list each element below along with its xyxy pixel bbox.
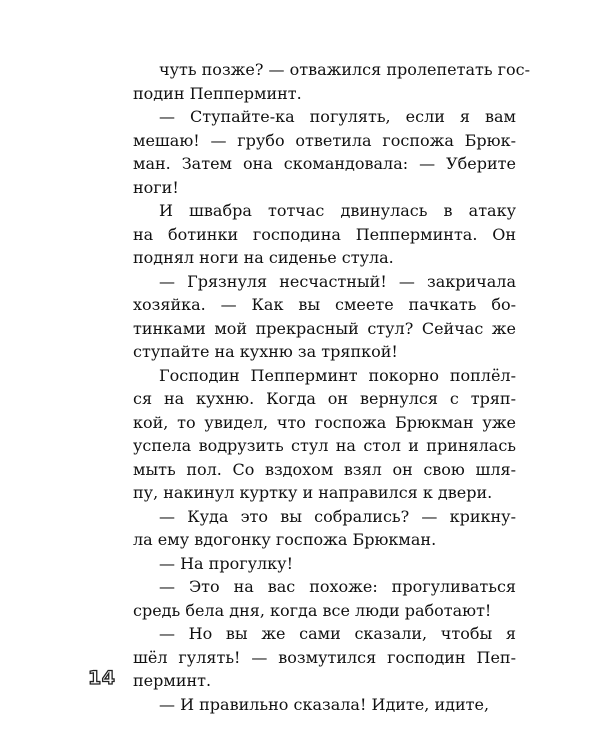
paragraph <box>133 505 516 552</box>
paragraph <box>133 693 516 717</box>
text-line: — И правильно сказала! Идите, идите, <box>159 694 490 714</box>
text-line: перминт. <box>133 671 212 690</box>
text-line: поднял ноги на сиденье стула. <box>133 248 394 267</box>
text-line: ся на кухню. Когда он вернулся с тряп- <box>133 389 516 408</box>
page-number: 14 <box>88 667 116 689</box>
text-line: тинками мой прекрасный стул? Сейчас же <box>133 318 516 338</box>
text-line: успела водрузить стул на стол и принялась <box>133 436 516 455</box>
text-line: Господин Пепперминт покорно поплёл- <box>159 365 516 385</box>
paragraph <box>133 575 516 622</box>
paragraph <box>133 270 516 364</box>
paragraph <box>133 622 516 693</box>
paragraph <box>133 364 516 505</box>
text-line: — Это на вас похоже: прогуливаться <box>159 577 516 596</box>
text-line: мыть пол. Со вздохом взял он свою шля- <box>133 459 516 479</box>
text-line: — Ступайте-ка погулять, если я вам <box>159 107 516 126</box>
text-line: на ботинки господина Пепперминта. Он <box>133 224 516 244</box>
text-line: ноги! <box>133 177 179 197</box>
paragraph <box>133 105 516 199</box>
text-line: шёл гулять! — возмутился господин Пеп- <box>133 647 516 667</box>
paragraph <box>133 552 516 576</box>
text-line: И швабра тотчас двинулась в атаку <box>159 201 516 220</box>
text-line: — Куда это вы собрались? — крикну- <box>159 506 516 526</box>
text-line: — Грязнуля несчастный! — закричала <box>159 271 516 291</box>
text-line: подин Пепперминт. <box>133 83 302 103</box>
text-line: ла ему вдогонку госпожа Брюкман. <box>133 530 437 549</box>
text-line: пу, накинул куртку и направился к двери. <box>133 483 493 502</box>
paragraph <box>133 199 516 270</box>
text-line: — На прогулку! <box>159 553 294 573</box>
text-line: ступайте на кухню за тряпкой! <box>133 342 398 361</box>
text-line: хозяйка. — Как вы смеете пачкать бо- <box>133 295 516 314</box>
text-line: — Но вы же сами сказали, чтобы я <box>159 624 516 643</box>
text-line: чуть позже? — отважился пролепетать гос- <box>159 60 531 79</box>
paragraph <box>133 58 531 105</box>
text-line: ман. Затем она скомандовала: — Уберите <box>133 154 516 173</box>
text-line: мешаю! — грубо ответила госпожа Брюк- <box>133 130 516 150</box>
text-line: средь бела дня, когда все люди работают! <box>133 600 492 620</box>
body-text <box>133 58 531 716</box>
text-line: кой, то увидел, что госпожа Брюкман уже <box>133 412 516 432</box>
